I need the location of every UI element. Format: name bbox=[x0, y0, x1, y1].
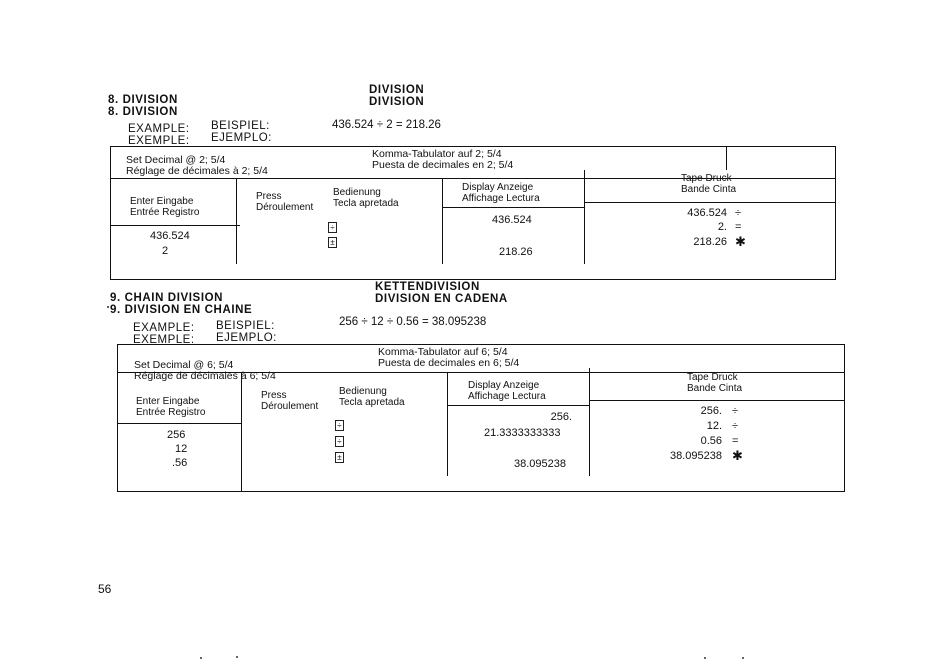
press-header: Press bbox=[261, 390, 287, 401]
section-8-heading-de: DIVISION bbox=[369, 84, 425, 96]
decimal-setting-de: Komma-Tabulator auf 6; 5/4 bbox=[378, 346, 508, 358]
example-formula: 256 ÷ 12 ÷ 0.56 = 38.095238 bbox=[339, 316, 487, 328]
entry-value: 2 bbox=[162, 245, 169, 257]
tape-value: 436.524 bbox=[687, 207, 727, 219]
tape-op: ÷ bbox=[732, 405, 739, 417]
scan-speck bbox=[742, 657, 744, 659]
tape-value: 256. bbox=[700, 405, 722, 417]
entry-value: 256 bbox=[167, 429, 186, 441]
enter-header-fr: Entrée Registro bbox=[136, 407, 206, 418]
example-label-de: BEISPIEL: bbox=[216, 320, 275, 332]
table-divider bbox=[726, 146, 727, 170]
tape-op: ÷ bbox=[735, 207, 742, 219]
decimal-setting-fr: Réglage de décimales à 2; 5/4 bbox=[126, 165, 268, 177]
table-divider bbox=[584, 202, 836, 203]
display-header-fr: Affichage Lectura bbox=[462, 193, 540, 204]
tape-value: 218.26 bbox=[693, 236, 727, 248]
example-label-es: EJEMPLO: bbox=[211, 132, 272, 144]
decimal-setting-en: Set Decimal @ 6; 5/4 bbox=[134, 359, 234, 371]
tape-op: = bbox=[735, 221, 742, 233]
plus-minus-key-icon: ± bbox=[328, 237, 337, 248]
tape-value: 0.56 bbox=[700, 435, 722, 447]
scan-speck bbox=[107, 306, 109, 308]
decimal-setting-en: Set Decimal @ 2; 5/4 bbox=[126, 154, 226, 166]
tape-value: 12. bbox=[706, 420, 722, 432]
table-divider bbox=[447, 405, 589, 406]
example-formula: 436.524 ÷ 2 = 218.26 bbox=[332, 119, 441, 131]
section-8-heading-fr: 8. DIVISION bbox=[108, 106, 178, 118]
press-header-de: Bedienung bbox=[339, 386, 387, 397]
display-header-fr: Affichage Lectura bbox=[468, 391, 546, 402]
decimal-setting-es: Puesta de decimales en 6; 5/4 bbox=[378, 357, 520, 369]
section-8-heading-en: 8. DIVISION bbox=[108, 94, 178, 106]
table-divider bbox=[117, 423, 241, 424]
table-divider bbox=[584, 170, 585, 264]
tape-header: Tape Druck bbox=[681, 173, 732, 184]
section-9-heading-en: 9. CHAIN DIVISION bbox=[110, 292, 224, 304]
press-header-fr: Déroulement bbox=[256, 202, 314, 213]
table-divider bbox=[442, 207, 584, 208]
enter-header: Enter Eingabe bbox=[130, 196, 194, 207]
tape-op: ÷ bbox=[732, 420, 739, 432]
divide-key-icon: ÷ bbox=[335, 436, 344, 447]
scan-speck bbox=[200, 657, 202, 659]
table-divider bbox=[241, 372, 242, 492]
example-label-de: BEISPIEL: bbox=[211, 120, 270, 132]
display-value: 218.26 bbox=[499, 246, 533, 258]
section-8-heading-es: DIVISION bbox=[369, 96, 425, 108]
entry-value: 436.524 bbox=[150, 230, 190, 242]
tape-header-fr: Bande Cinta bbox=[681, 184, 737, 195]
decimal-setting-es: Puesta de decimales en 2; 5/4 bbox=[372, 159, 514, 171]
decimal-setting-de: Komma-Tabulator auf 2; 5/4 bbox=[372, 148, 502, 160]
press-header-es: Tecla apretada bbox=[339, 397, 405, 408]
table-divider bbox=[236, 178, 237, 264]
decimal-setting-fr: Réglage de décimales à 6; 5/4 bbox=[134, 370, 276, 382]
display-value: 21.3333333333 bbox=[484, 427, 561, 439]
display-header: Display Anzeige bbox=[468, 380, 540, 391]
enter-header: Enter Eingabe bbox=[136, 396, 200, 407]
section-9-heading-es: DIVISION EN CADENA bbox=[375, 293, 508, 305]
example-label-fr: EXEMPLE: bbox=[128, 135, 190, 147]
example-label-es: EJEMPLO: bbox=[216, 332, 277, 344]
press-header-de: Bedienung bbox=[333, 187, 381, 198]
press-header-es: Tecla apretada bbox=[333, 198, 399, 209]
tape-value: 38.095238 bbox=[670, 450, 722, 462]
tape-value: 2. bbox=[717, 221, 727, 233]
table-divider bbox=[589, 368, 590, 476]
entry-value: 12 bbox=[175, 443, 188, 455]
tape-header: Tape Druck bbox=[687, 372, 738, 383]
table-divider bbox=[589, 400, 845, 401]
divide-key-icon: ÷ bbox=[328, 222, 337, 233]
display-value: 436.524 bbox=[492, 214, 532, 226]
tape-op: ✱ bbox=[732, 448, 743, 463]
tape-op: = bbox=[732, 435, 739, 447]
section-9-heading-fr: 9. DIVISION EN CHAINE bbox=[110, 304, 253, 316]
press-header: Press bbox=[256, 191, 282, 202]
display-value: 38.095238 bbox=[514, 458, 566, 470]
press-header-fr: Déroulement bbox=[261, 401, 319, 412]
section-9-heading-de: KETTENDIVISION bbox=[375, 281, 480, 293]
entry-value: .56 bbox=[172, 457, 188, 469]
example-label-en: EXAMPLE: bbox=[133, 322, 195, 334]
example-label-fr: EXEMPLE: bbox=[133, 334, 195, 346]
table-divider bbox=[110, 225, 240, 226]
table-divider bbox=[447, 372, 448, 476]
display-value: 256. bbox=[550, 411, 572, 423]
tape-header-fr: Bande Cinta bbox=[687, 383, 743, 394]
plus-minus-key-icon: ± bbox=[335, 452, 344, 463]
display-header: Display Anzeige bbox=[462, 182, 534, 193]
page-number: 56 bbox=[98, 582, 112, 596]
divide-key-icon: ÷ bbox=[335, 420, 344, 431]
example-label-en: EXAMPLE: bbox=[128, 123, 190, 135]
scan-speck bbox=[236, 656, 238, 658]
tape-op: ✱ bbox=[735, 234, 746, 249]
scan-speck bbox=[704, 657, 706, 659]
table-divider bbox=[442, 178, 443, 264]
enter-header-fr: Entrée Registro bbox=[130, 207, 200, 218]
